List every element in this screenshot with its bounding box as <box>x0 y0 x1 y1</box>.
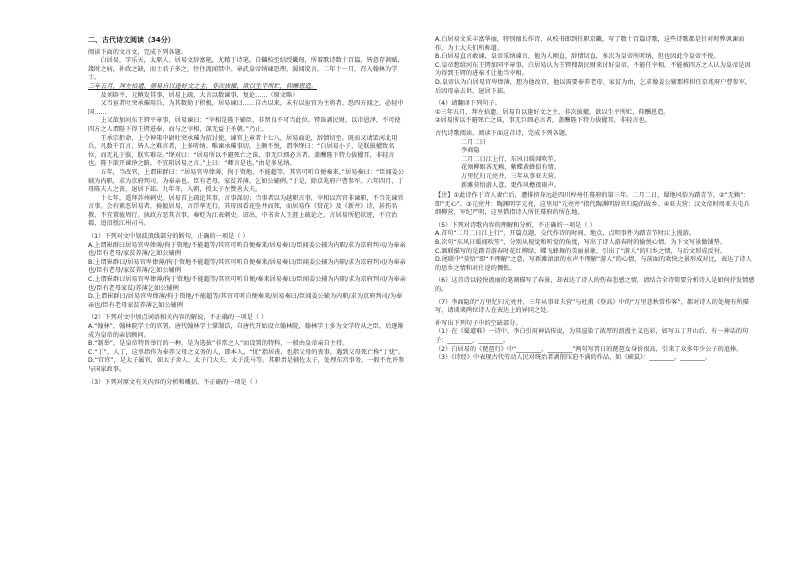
question-1-option-c: C.上谓崔群曰居易官卑俸薄/拘于资地/不能超等/其官可听自便/奏来居易奏曰/臣闻姜公辅为内职/求为京府判司/为奉亲也/臣有老母家贫/养薄乞如公辅例 <box>88 276 406 292</box>
passage-paragraph: 王承宗拒命，上令神策中尉吐突承璀为招讨使，谏官上章者十七八，居易面论，辞情切至。既而又请罢河北用兵，凡数千百言，皆人之难言者，上多听纳。唯谏承璀事切，上颇不悦，谓李绛曰：“白居易小子，是朕拔擢致名位，而无礼于朕，朕实难奈。”绛对曰：“居易所以不避死亡之诛，事无巨细必言者，盖酬陛下特力拔擢耳，非轻言也。陛下欲开谏诤之路，不宜阻居易之言。”上曰：“卿言是也。”由是多见纳。 <box>88 134 398 168</box>
question-3-option-a: A.白居易文采丰富华丽，特别擅长作诗，从校书郎到任职京畿，写了数十百篇诗歌，这些诗歌都是针对时弊讽谏而作，为士大夫们所称道。 <box>435 36 745 52</box>
question-3-stem: （3）下列对原文有关内容的分析和概括，不正确的一项是（ ） <box>88 378 261 386</box>
poem-author: 李商隐 <box>461 147 480 155</box>
question-1-option-b: B.上谓崔群曰/居易官卑俸薄/拘于资地不能超等/其官可听自便奏来/居易奏曰/臣闻姜公辅为内职/求为京府判司/为奉亲也/臣有老母/家贫养薄/乞如公辅例 <box>88 258 406 275</box>
poem-note: 【注】①此诗作于诗人妻亡后，遭排挤身远赴四川梓州任幕府的第三年。二月二日，蜀地风俗为踏青节。②“无赖”：即“无心”。③元亮井：陶渊明字元亮，这里用“元亮井”指代陶渊明辞官归隐的故乡。④亚夫营：汉文帝时周亚夫屯兵细柳营，军纪严明，这里借指诗人所任幕府的所在地。 <box>435 192 750 217</box>
passage-underlined: 三年五月，拜左拾遗。居易自以逢好文之主，非次拔擢，欲以生平所贮，仰酬恩造。 <box>88 82 317 90</box>
poem-intro: 古代诗歌阅读，阅读下面这首诗，完成下列各题。 <box>435 129 572 137</box>
poem-line: 二月二日江上行，东风日暖闻吹笙。 <box>461 155 560 163</box>
passage-paragraph: 十七年，遥拜苏州刺史。居易首上疏论其事，言事深切；当事者以为越职言事，宰相以宫官非谏职，不当先谏官言事。会有素恶居易者，掎摭居易，言浮华无行，其母因看花坠井而死，而居易作《赏花》及《新井》诗，甚伤名教，不宜置彼周行。执政方恶其言事，奏贬为江表刺史。诏出，中书舍人王涯上疏论之，言居易所犯状迹，不宜治郡，追诏授江州司马。 <box>88 194 404 228</box>
question-4-sentence-1: ①三年五月，拜左拾遗。居易自以逢好文之主，非次拔擢，欲以生平所贮，仰酬恩造。 <box>435 108 670 116</box>
question-5-option-d: D.尾联中“莫悟”即“不理解”之意，写新滩滚滚的水声不理解“游人”的心情，与前面的欢快之景形成对比，表达了诗人的思乡之情和对仕途的惆怅。 <box>435 256 752 272</box>
question-8-title: 补写出下列句子中的空缺部分。 <box>435 319 522 327</box>
question-2-stem: （2）下列对文中加点词语相关内容的解说，不正确的一项是（ ） <box>88 314 268 322</box>
question-2-option-c: C.“丁”，人丁，这里指作为奉养父母之义务的人，即本人。“忧”指居丧，也指父母的丧事，遇到父母死亡称“丁忧”。 <box>88 348 405 356</box>
poem-title: 二月二日 <box>461 138 486 146</box>
passage-paragraph: 又当宦者吐突承璀用兵，为其数劾于积极，居易谏曰……自古以来，未有以宦官为主将者。恐四方闻之，必轻中国…… <box>88 100 404 116</box>
reading-intro: 阅读下面的文言文，完成下列各题。 <box>88 48 187 56</box>
question-2-option-d: D.“宫官”，是太子属官，如太子舍人、太子门大夫、太子洗马等。其职责是辅佐太子，处理东宫事务，一般不允许参与国家政事。 <box>88 357 405 373</box>
question-1-option-a: A.上谓崔群曰居易官卑俸薄/拘于资地/不能超等/其官可听自便奏来/居易奏曰/臣闻姜公辅为内职/求为京府判司/为奉亲也/臣有老母/家贫养薄/乞如公辅例 <box>88 241 406 258</box>
question-3-option-d: D.皇帝认为白居易官卑俸薄，想为他改官，他以需要奉养老母、家贫为由，乞求像姜公辅那样担任京兆府户曹参军，后因母亲去世，退居下邽。 <box>435 78 752 95</box>
question-3-option-b: B.白居易直言敢谏，皇帝采纳谏言，他为人刚直，辞情切直，多次为皇帝所听纳，但也因此令皇帝不悦。 <box>435 53 720 61</box>
question-3-option-c: C.皇帝想给河东王锷加同平章事，白居易认为王锷搜刮民财来讨好皇帝，不能任宰相，不能被四方之人认为皇帝是因为得到王锷的进奉才让他当宰相。 <box>435 61 751 78</box>
right-column <box>435 36 755 363</box>
left-column <box>88 36 406 387</box>
poem-line: 万里忆归元亮井，三年从事亚夫营。 <box>461 172 560 180</box>
question-5-stem: （5）下列对诗歌内容的理解和分析，不正确的一项是（ ） <box>435 221 596 229</box>
question-4-sentence-2: ②居易所以不避死亡之诛，事无巨细必言者，盖酬陛下特力拔擢耳，非轻言也。 <box>435 117 651 125</box>
passage-paragraph: 白居易，字乐天，太原人。居易文辞富艳，尤精于诗笔。自雠校至结绶畿甸，所着歌诗数十百篇，皆意存讽赋，箴时之病，补政之缺，而士君子多之，往往流闻禁中。章武皇帝纳谏思理，渴闻谠言，二年十一月，召入翰林为学士。 <box>88 57 404 82</box>
question-5-option-a: A.首句“二月二日江上行”，开篇点题，交代作诗的时间、地点，点明事件为踏青节时江上漫游。 <box>435 230 695 238</box>
passage-paragraph: 五年，当改官，上谓崔群曰：“居易官卑俸薄，拘于资地，不能超等，其官可听自便奏来。”居易奏曰：“臣闻姜公辅为内职，求为京府判司，为奉亲也。臣有老母，家贫养薄，乞如公辅例。”于是，除京兆府户曹参军。六年四月，丁母陈夫人之丧，退居下邽。九年冬，入朝，授太子左赞善大夫。 <box>88 168 404 194</box>
poem-line: 新滩莫悟游人意，更作风檐夜雨声。 <box>461 181 560 189</box>
question-2-option-a: A.“翰林”，翰林院学士的官署，唐代翰林学士掌制诰，自唐代开始设立翰林院，翰林学士多为文学侍从之臣，后逐渐成为皇帝的亲信顾问。 <box>88 323 404 339</box>
question-7-stem: （7）李商隐的“万里忆归元亮井，三年从事亚夫营”与杜甫《登高》中的“万里悲秋常作客”，都对诗人的处境有所描写，请谈谈两位诗人在表达上的异同之处。 <box>435 298 749 315</box>
question-8-item-3: （3）《诗经》中表现古代劳动人民对统治者剥削压迫不满的作品，如《硕鼠》：________，________。 <box>435 354 712 362</box>
section-title: 二、古代诗文阅读（34分） <box>88 36 175 44</box>
question-1-stem: （1）下列对文中划波浪线部分的断句，正确的一项是（ ） <box>88 233 249 241</box>
poem-line: 花须柳眼各无赖，紫蝶黄蜂俱有情。 <box>461 164 560 172</box>
passage-paragraph: 及刘辟平，元稹发其事，居易上疏，大言以数谏事，复论……（原文略） <box>100 91 299 99</box>
question-5-option-c: C.颔联描写的是踏青游春时花红柳绿、蝶飞蜂舞的美丽景象，引出了“游人”的归乡之情，与后文形成反衬。 <box>435 247 727 255</box>
question-6-stem: （6）这首诗以轻快流丽的笔调描写了春景，却表达了诗人的伤春悲感之情，请结合全诗简要分析诗人是如何抒发情感的。 <box>435 277 755 294</box>
question-2-option-b: B.“制举”，是皇帝特旨举行的一种，是为选拔“非常之人”而设置的特科，一般由皇帝亲自主持。 <box>88 340 349 348</box>
question-4-stem: （4）请翻译下列句子。 <box>435 100 501 108</box>
question-8-item-2: （2）白居易的《琵琶行》中“________，________”两句写昔日的琵琶女身价很高，引来了众多年少公子的追捧。 <box>435 345 743 353</box>
question-5-option-b: B.次句“东风日暖闻吹笙”，分别从视觉和听觉的角度，写出了诗人游春时的愉悦心情，为下文写景做铺垫。 <box>435 239 727 247</box>
question-1-option-d: D.上谓崔群曰/居易官卑俸薄/拘于资地/不能超等/其官可听自便奏来/居易奏曰/臣闻姜公辅为内职/求为京府判司/为奉亲也/臣有老母家贫养薄乞如公辅例 <box>88 293 403 309</box>
question-8-item-1: （1）在《蜀道难》一诗中，李白引用神话传说，为其渲染了浓厚的浪漫主义色彩，如写五丁开山后，有一神话的句子：________，________。 <box>435 328 749 344</box>
passage-paragraph: 上又欲加河东王锷平章事，居易谏曰：“宰相是陛下辅臣，非贤良不可当此位。锷诛剥民财，以市恩泽，不可使四方之人谓陛下得王锷进奉，而与之宰相，深无益于圣朝。”乃止。 <box>88 117 401 133</box>
